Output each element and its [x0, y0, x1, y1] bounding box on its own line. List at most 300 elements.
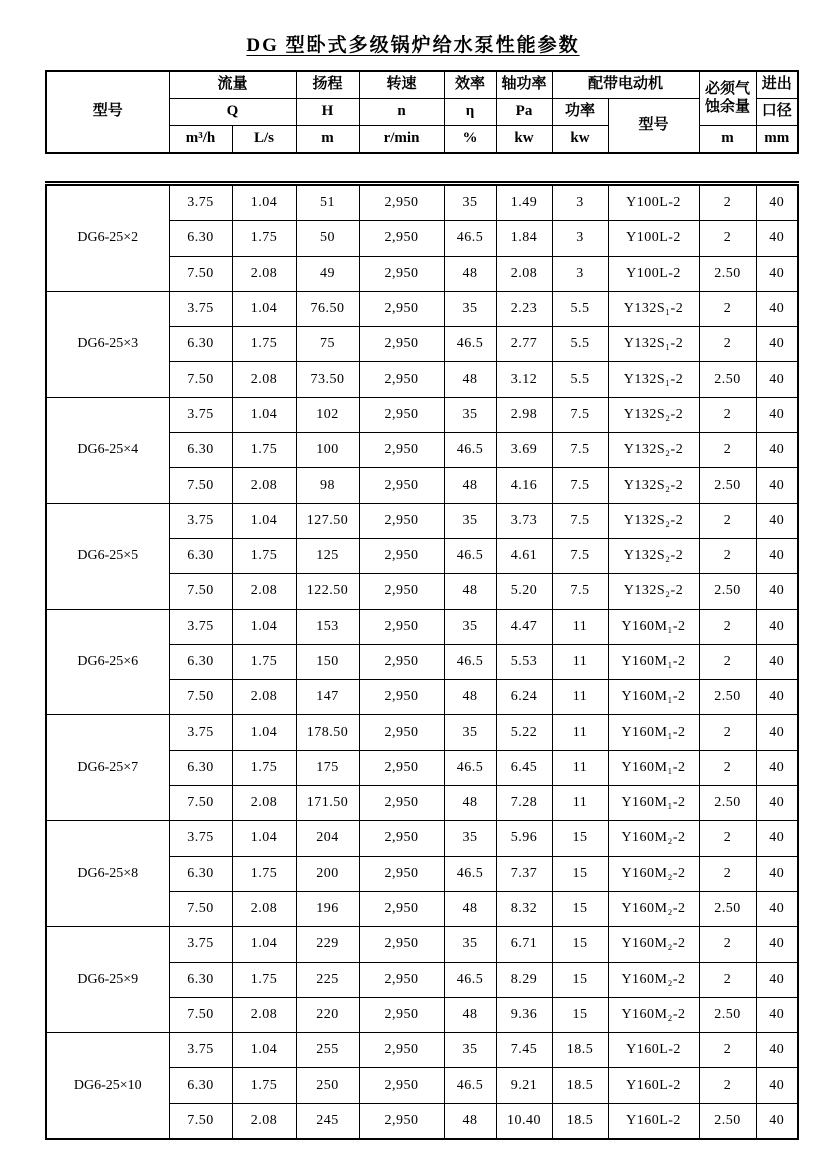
data-cell: Y160M₂-2: [608, 856, 699, 891]
data-cell: 4.61: [496, 538, 552, 573]
data-cell: Y160M₂-2: [608, 962, 699, 997]
data-cell: 48: [444, 997, 496, 1032]
data-cell: 11: [552, 750, 608, 785]
data-cell: 2: [699, 327, 756, 362]
data-cell: 1.75: [232, 538, 296, 573]
data-cell: 35: [444, 609, 496, 644]
data-cell: 7.28: [496, 786, 552, 821]
data-cell: 40: [756, 1033, 798, 1068]
data-cell: 46.5: [444, 962, 496, 997]
header-flow: 流量: [169, 71, 296, 99]
data-cell: 6.30: [169, 327, 232, 362]
data-cell: 11: [552, 786, 608, 821]
data-cell: 2,950: [359, 715, 444, 750]
data-cell: 7.50: [169, 1103, 232, 1139]
data-cell: 2,950: [359, 397, 444, 432]
data-cell: 6.30: [169, 962, 232, 997]
data-cell: 2.08: [232, 786, 296, 821]
data-cell: 4.16: [496, 468, 552, 503]
data-cell: 2: [699, 503, 756, 538]
data-cell: 10.40: [496, 1103, 552, 1139]
data-cell: 40: [756, 327, 798, 362]
data-cell: 7.5: [552, 397, 608, 432]
header-shaft-power: 轴功率: [496, 71, 552, 99]
data-cell: 35: [444, 397, 496, 432]
data-cell: 35: [444, 184, 496, 221]
data-cell: 2: [699, 433, 756, 468]
data-cell: 3.75: [169, 1033, 232, 1068]
data-cell: 7.50: [169, 362, 232, 397]
data-cell: 1.75: [232, 962, 296, 997]
data-cell: 2,950: [359, 327, 444, 362]
data-cell: 1.04: [232, 1033, 296, 1068]
data-cell: 51: [296, 184, 359, 221]
data-cell: 40: [756, 468, 798, 503]
data-cell: 2,950: [359, 574, 444, 609]
data-cell: 204: [296, 821, 359, 856]
data-cell: 2.08: [496, 256, 552, 291]
data-cell: 2,950: [359, 891, 444, 926]
data-cell: 1.49: [496, 184, 552, 221]
data-cell: Y132S₂-2: [608, 468, 699, 503]
data-cell: 2: [699, 856, 756, 891]
data-cell: 35: [444, 1033, 496, 1068]
header-port-line1: 进出: [756, 71, 798, 99]
data-cell: 3.75: [169, 609, 232, 644]
data-cell: 40: [756, 856, 798, 891]
data-cell: 6.30: [169, 433, 232, 468]
data-cell: 48: [444, 891, 496, 926]
data-cell: 98: [296, 468, 359, 503]
pump-table-body: [46, 184, 798, 1140]
data-cell: 11: [552, 609, 608, 644]
header-motor: 配带电动机: [552, 71, 699, 99]
data-cell: 2,950: [359, 680, 444, 715]
data-cell: 2: [699, 962, 756, 997]
data-cell: 6.30: [169, 644, 232, 679]
data-cell: 40: [756, 644, 798, 679]
data-cell: Y160M₂-2: [608, 821, 699, 856]
data-cell: 8.29: [496, 962, 552, 997]
data-cell: 5.22: [496, 715, 552, 750]
data-cell: 255: [296, 1033, 359, 1068]
data-cell: 3.75: [169, 927, 232, 962]
data-cell: 6.30: [169, 750, 232, 785]
data-cell: 48: [444, 1103, 496, 1139]
data-cell: 250: [296, 1068, 359, 1103]
data-cell: 2.08: [232, 1103, 296, 1139]
data-cell: Y132S₂-2: [608, 397, 699, 432]
data-cell: 2,950: [359, 538, 444, 573]
pump-model-cell: DG6-25×8: [46, 821, 169, 927]
data-cell: 46.5: [444, 538, 496, 573]
data-cell: Y160M₁-2: [608, 680, 699, 715]
data-cell: 40: [756, 962, 798, 997]
data-cell: Y160M₂-2: [608, 997, 699, 1032]
data-cell: 40: [756, 221, 798, 256]
header-head-h: H: [296, 99, 359, 126]
pump-model-cell: DG6-25×2: [46, 184, 169, 292]
pump-table-data: [45, 181, 799, 1140]
data-cell: 175: [296, 750, 359, 785]
header-npsh: [699, 71, 756, 126]
data-cell: 40: [756, 256, 798, 291]
data-cell: 40: [756, 184, 798, 221]
data-cell: Y132S₁-2: [608, 291, 699, 326]
data-cell: 2.50: [699, 680, 756, 715]
data-cell: 48: [444, 680, 496, 715]
data-cell: 40: [756, 927, 798, 962]
data-cell: 7.50: [169, 997, 232, 1032]
data-cell: 125: [296, 538, 359, 573]
data-cell: 6.71: [496, 927, 552, 962]
data-cell: 150: [296, 644, 359, 679]
data-cell: 102: [296, 397, 359, 432]
data-cell: 35: [444, 715, 496, 750]
data-cell: 3: [552, 221, 608, 256]
pump-model-cell: DG6-25×3: [46, 291, 169, 397]
data-cell: 3.75: [169, 291, 232, 326]
data-cell: 40: [756, 538, 798, 573]
header-flow-q: Q: [169, 99, 296, 126]
data-cell: 40: [756, 609, 798, 644]
data-cell: 171.50: [296, 786, 359, 821]
data-cell: 2: [699, 184, 756, 221]
data-cell: 2,950: [359, 750, 444, 785]
data-cell: 2: [699, 821, 756, 856]
data-cell: 2,950: [359, 644, 444, 679]
data-cell: 2,950: [359, 184, 444, 221]
data-cell: 11: [552, 644, 608, 679]
data-cell: 2,950: [359, 962, 444, 997]
data-cell: 15: [552, 821, 608, 856]
data-cell: 7.50: [169, 786, 232, 821]
table-row: [46, 397, 798, 432]
data-cell: 225: [296, 962, 359, 997]
data-cell: 40: [756, 362, 798, 397]
data-cell: 40: [756, 821, 798, 856]
data-cell: 3.75: [169, 397, 232, 432]
data-cell: 40: [756, 1068, 798, 1103]
data-cell: Y100L-2: [608, 221, 699, 256]
data-cell: Y132S₁-2: [608, 327, 699, 362]
data-cell: 5.20: [496, 574, 552, 609]
data-cell: 2.08: [232, 574, 296, 609]
data-cell: 2.77: [496, 327, 552, 362]
header-head: 扬程: [296, 71, 359, 99]
data-cell: 220: [296, 997, 359, 1032]
table-row: [46, 503, 798, 538]
header-unit-m3h: m³/h: [169, 126, 232, 154]
header-unit-mm: mm: [756, 126, 798, 154]
header-shaft-pa: Pa: [496, 99, 552, 126]
header-row-1: [46, 71, 798, 99]
data-cell: 200: [296, 856, 359, 891]
data-cell: 3.75: [169, 184, 232, 221]
header-npsh-line1: 必须气: [705, 81, 751, 98]
data-cell: Y160L-2: [608, 1068, 699, 1103]
data-cell: 40: [756, 503, 798, 538]
data-cell: 2,950: [359, 856, 444, 891]
data-cell: 48: [444, 574, 496, 609]
data-cell: 9.21: [496, 1068, 552, 1103]
data-cell: 7.5: [552, 433, 608, 468]
data-cell: Y132S₂-2: [608, 503, 699, 538]
data-cell: 2,950: [359, 291, 444, 326]
data-cell: 40: [756, 997, 798, 1032]
header-pump-model: 型号: [46, 71, 169, 153]
data-cell: 35: [444, 291, 496, 326]
data-cell: 3: [552, 184, 608, 221]
data-cell: 178.50: [296, 715, 359, 750]
header-unit-percent: %: [444, 126, 496, 154]
table-row: [46, 609, 798, 644]
data-cell: 46.5: [444, 1068, 496, 1103]
data-cell: 2: [699, 1068, 756, 1103]
table-row: [46, 184, 798, 221]
data-cell: 11: [552, 680, 608, 715]
header-unit-m: m: [296, 126, 359, 154]
data-cell: 7.5: [552, 503, 608, 538]
data-cell: 48: [444, 256, 496, 291]
data-cell: 6.45: [496, 750, 552, 785]
data-cell: 2: [699, 538, 756, 573]
data-cell: 2,950: [359, 609, 444, 644]
data-cell: 18.5: [552, 1103, 608, 1139]
data-cell: Y160M₁-2: [608, 786, 699, 821]
data-cell: 40: [756, 291, 798, 326]
data-cell: Y160L-2: [608, 1103, 699, 1139]
data-cell: 2.50: [699, 891, 756, 926]
header-unit-ls: L/s: [232, 126, 296, 154]
data-cell: 2,950: [359, 1033, 444, 1068]
data-cell: 2,950: [359, 1068, 444, 1103]
data-cell: 40: [756, 1103, 798, 1139]
data-cell: 147: [296, 680, 359, 715]
data-cell: 1.04: [232, 927, 296, 962]
data-cell: 2.50: [699, 574, 756, 609]
data-cell: 15: [552, 891, 608, 926]
data-cell: 46.5: [444, 644, 496, 679]
data-cell: Y160M₂-2: [608, 927, 699, 962]
data-cell: 2.50: [699, 362, 756, 397]
data-cell: 2,950: [359, 256, 444, 291]
data-cell: 196: [296, 891, 359, 926]
data-cell: 6.30: [169, 538, 232, 573]
data-cell: 7.50: [169, 891, 232, 926]
data-cell: 6.30: [169, 856, 232, 891]
data-cell: 2,950: [359, 433, 444, 468]
table-row: [46, 821, 798, 856]
data-cell: 2,950: [359, 997, 444, 1032]
data-cell: 3.12: [496, 362, 552, 397]
data-cell: Y132S₂-2: [608, 538, 699, 573]
page-title: DG 型卧式多级锅炉给水泵性能参数: [246, 35, 580, 56]
data-cell: Y132S₁-2: [608, 362, 699, 397]
header-npsh-line2: 蚀余量: [705, 98, 751, 115]
data-cell: 1.75: [232, 1068, 296, 1103]
data-cell: 1.75: [232, 433, 296, 468]
data-cell: 1.84: [496, 221, 552, 256]
data-cell: 48: [444, 468, 496, 503]
data-cell: 2,950: [359, 821, 444, 856]
data-cell: Y160L-2: [608, 1033, 699, 1068]
data-cell: 153: [296, 609, 359, 644]
data-cell: 2,950: [359, 468, 444, 503]
data-cell: 1.75: [232, 644, 296, 679]
pump-model-cell: DG6-25×4: [46, 397, 169, 503]
data-cell: 18.5: [552, 1068, 608, 1103]
data-cell: 5.5: [552, 327, 608, 362]
data-cell: 2: [699, 221, 756, 256]
data-cell: 2: [699, 750, 756, 785]
data-cell: 2: [699, 1033, 756, 1068]
data-cell: Y160M₁-2: [608, 609, 699, 644]
table-row: [46, 1033, 798, 1068]
data-cell: 3.75: [169, 821, 232, 856]
data-cell: 3.75: [169, 715, 232, 750]
data-cell: Y160M₁-2: [608, 715, 699, 750]
pump-table-header: [45, 70, 799, 154]
data-cell: 229: [296, 927, 359, 962]
data-cell: 6.30: [169, 1068, 232, 1103]
data-cell: 2,950: [359, 1103, 444, 1139]
data-cell: 7.37: [496, 856, 552, 891]
data-cell: 7.50: [169, 680, 232, 715]
data-cell: 8.32: [496, 891, 552, 926]
data-cell: 7.5: [552, 468, 608, 503]
data-cell: 127.50: [296, 503, 359, 538]
header-unit-npsh-m: m: [699, 126, 756, 154]
data-cell: 3.69: [496, 433, 552, 468]
data-cell: 15: [552, 997, 608, 1032]
data-cell: 40: [756, 891, 798, 926]
data-cell: 7.45: [496, 1033, 552, 1068]
data-cell: 2.50: [699, 256, 756, 291]
header-unit-kw-motor: kw: [552, 126, 608, 154]
data-cell: 2.08: [232, 362, 296, 397]
data-cell: 4.47: [496, 609, 552, 644]
data-cell: 73.50: [296, 362, 359, 397]
pump-model-cell: DG6-25×9: [46, 927, 169, 1033]
data-cell: 35: [444, 821, 496, 856]
data-cell: 15: [552, 962, 608, 997]
data-cell: 2.50: [699, 1103, 756, 1139]
data-cell: 40: [756, 680, 798, 715]
header-efficiency: 效率: [444, 71, 496, 99]
data-cell: 6.30: [169, 221, 232, 256]
data-cell: 11: [552, 715, 608, 750]
data-cell: 1.75: [232, 221, 296, 256]
data-cell: 7.5: [552, 574, 608, 609]
data-cell: 50: [296, 221, 359, 256]
data-cell: 1.04: [232, 291, 296, 326]
data-cell: 122.50: [296, 574, 359, 609]
data-cell: 2: [699, 291, 756, 326]
data-cell: 40: [756, 750, 798, 785]
pump-model-cell: DG6-25×10: [46, 1033, 169, 1139]
header-eff-eta: η: [444, 99, 496, 126]
data-cell: 15: [552, 927, 608, 962]
data-cell: 7.50: [169, 574, 232, 609]
data-cell: Y160M₁-2: [608, 750, 699, 785]
data-cell: 2.50: [699, 468, 756, 503]
data-cell: 46.5: [444, 856, 496, 891]
data-cell: 1.04: [232, 184, 296, 221]
data-cell: 2.98: [496, 397, 552, 432]
data-cell: 5.5: [552, 291, 608, 326]
data-cell: 2.08: [232, 891, 296, 926]
header-speed-n: n: [359, 99, 444, 126]
data-cell: 2,950: [359, 927, 444, 962]
data-cell: Y132S₂-2: [608, 574, 699, 609]
data-cell: 40: [756, 715, 798, 750]
data-cell: 245: [296, 1103, 359, 1139]
data-cell: 2.08: [232, 468, 296, 503]
data-cell: 3.73: [496, 503, 552, 538]
header-motor-power: 功率: [552, 99, 608, 126]
data-cell: 46.5: [444, 221, 496, 256]
data-cell: 1.75: [232, 750, 296, 785]
data-cell: 40: [756, 433, 798, 468]
table-row: [46, 291, 798, 326]
data-cell: 1.04: [232, 715, 296, 750]
data-cell: 2: [699, 644, 756, 679]
data-cell: 46.5: [444, 433, 496, 468]
data-cell: 1.04: [232, 821, 296, 856]
data-cell: 9.36: [496, 997, 552, 1032]
data-cell: 2: [699, 715, 756, 750]
data-cell: 48: [444, 786, 496, 821]
data-cell: 49: [296, 256, 359, 291]
data-cell: 2.08: [232, 997, 296, 1032]
data-cell: 2: [699, 609, 756, 644]
data-cell: 35: [444, 927, 496, 962]
data-cell: 7.50: [169, 468, 232, 503]
data-cell: 46.5: [444, 327, 496, 362]
data-cell: 5.5: [552, 362, 608, 397]
header-motor-model: 型号: [608, 99, 699, 154]
data-cell: 18.5: [552, 1033, 608, 1068]
data-cell: 3.75: [169, 503, 232, 538]
data-cell: 7.50: [169, 256, 232, 291]
data-cell: 76.50: [296, 291, 359, 326]
data-cell: 2.50: [699, 786, 756, 821]
data-cell: 2,950: [359, 221, 444, 256]
data-cell: 75: [296, 327, 359, 362]
data-cell: 40: [756, 574, 798, 609]
data-cell: 1.04: [232, 503, 296, 538]
data-cell: 2.23: [496, 291, 552, 326]
data-cell: 2,950: [359, 786, 444, 821]
data-cell: 2: [699, 927, 756, 962]
data-cell: 46.5: [444, 750, 496, 785]
header-speed: 转速: [359, 71, 444, 99]
pump-model-cell: DG6-25×5: [46, 503, 169, 609]
data-cell: 40: [756, 397, 798, 432]
data-cell: 3: [552, 256, 608, 291]
data-cell: 2.50: [699, 997, 756, 1032]
pump-model-cell: DG6-25×7: [46, 715, 169, 821]
data-cell: 1.04: [232, 397, 296, 432]
data-cell: 7.5: [552, 538, 608, 573]
data-cell: 15: [552, 856, 608, 891]
table-row: [46, 715, 798, 750]
data-cell: 48: [444, 362, 496, 397]
header-unit-kw-shaft: kw: [496, 126, 552, 154]
data-cell: 35: [444, 503, 496, 538]
data-cell: 6.24: [496, 680, 552, 715]
